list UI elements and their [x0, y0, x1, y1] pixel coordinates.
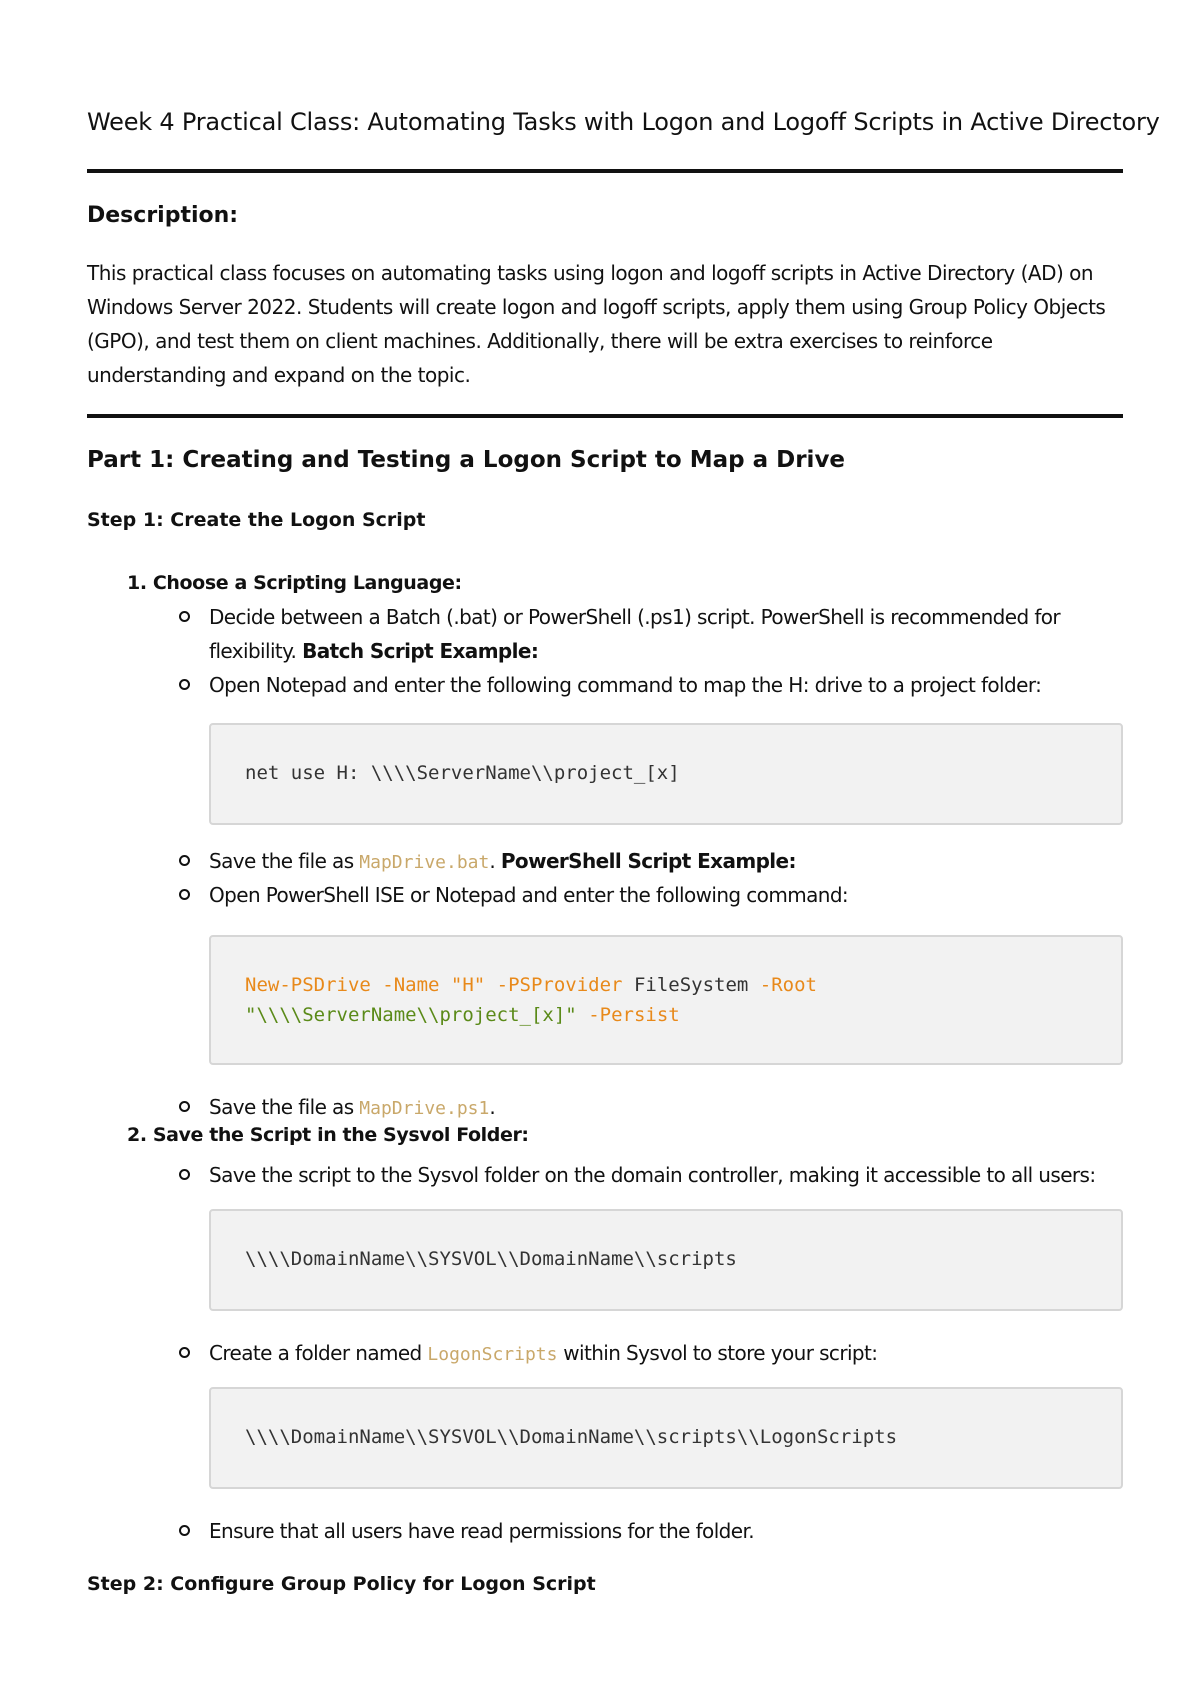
bullet-text: . — [489, 849, 496, 873]
list-item — [209, 878, 1123, 912]
code-block — [209, 723, 1123, 825]
bullet-text: Open Notepad and enter the following command to map the H: drive to a project folder: — [209, 673, 1042, 697]
bullet-icon — [179, 1169, 190, 1180]
code-text: \\\\DomainName\\SYSVOL\\DomainName\\scripts\\LogonScripts — [245, 1426, 898, 1448]
numbered-item-1: 1. Choose a Scripting Language: — [127, 572, 462, 594]
step-2-heading: Step 2: Configure Group Policy for Logon Script — [87, 1573, 596, 1595]
bullet-text: Open PowerShell ISE or Notepad and enter the following command: — [209, 883, 849, 907]
code-block — [209, 935, 1123, 1065]
inline-code: MapDrive.bat — [359, 852, 490, 873]
bullet-text: . — [489, 1095, 496, 1119]
code-block — [209, 1209, 1123, 1311]
bullet-text: Decide between a Batch (.bat) or PowerShell (.ps1) script. PowerShell is recommended for flexibility. — [209, 605, 1061, 663]
bullet-icon — [179, 679, 190, 690]
bullet-icon — [179, 611, 190, 622]
part-1-heading: Part 1: Creating and Testing a Logon Script to Map a Drive — [87, 447, 846, 473]
bullet-icon — [179, 1101, 190, 1112]
list-item — [209, 844, 1123, 880]
bullet-text: Save the file as — [209, 849, 354, 873]
inline-code: MapDrive.ps1 — [359, 1098, 490, 1119]
code-token: New-PSDrive -Name "H" -PSProvider — [245, 974, 623, 996]
bullet-icon — [179, 889, 190, 900]
list-item — [209, 1336, 1123, 1372]
code-text: net use H: \\\\ServerName\\project_[x] — [245, 762, 680, 784]
bullet-icon — [179, 1347, 190, 1358]
code-token: FileSystem — [633, 974, 749, 996]
code-block — [209, 1387, 1123, 1489]
bullet-bold-text: Batch Script Example: — [302, 639, 539, 663]
description-paragraph: This practical class focuses on automating tasks using logon and logoff scripts in Active Directory (AD) on Windows Server 2022. Students will create logon and logoff scripts, apply them using Group Policy Objects (GPO), and test them on client machines. Additionally, there will be extra exercises to reinforce understanding and expand on the topic. — [87, 261, 1106, 387]
horizontal-rule — [87, 414, 1123, 418]
bullet-icon — [179, 855, 190, 866]
step-1-heading: Step 1: Create the Logon Script — [87, 509, 426, 531]
code-token: -Persist — [588, 1004, 680, 1026]
list-item — [209, 1158, 1123, 1192]
list-item — [209, 1090, 1123, 1126]
bullet-bold-text: PowerShell Script Example: — [500, 849, 796, 873]
bullet-text: within Sysvol to store your script: — [563, 1341, 878, 1365]
bullet-text: Save the script to the Sysvol folder on the domain controller, making it accessible to all users: — [209, 1163, 1096, 1187]
horizontal-rule — [87, 169, 1123, 173]
bullet-text: Save the file as — [209, 1095, 354, 1119]
code-token: "\\\\ServerName\\project_[x]" — [245, 1004, 577, 1026]
document-title: Week 4 Practical Class: Automating Tasks with Logon and Logoff Scripts in Active Directory — [87, 108, 1160, 136]
description-heading: Description: — [87, 203, 239, 228]
bullet-icon — [179, 1525, 190, 1536]
bullet-text: Create a folder named — [209, 1341, 422, 1365]
inline-code: LogonScripts — [427, 1344, 558, 1365]
list-item — [209, 668, 1123, 702]
code-token: -Root — [759, 974, 817, 996]
list-item — [209, 600, 1123, 668]
code-text: \\\\DomainName\\SYSVOL\\DomainName\\scripts — [245, 1248, 737, 1270]
code-text — [245, 970, 817, 1030]
bullet-text: Ensure that all users have read permissions for the folder. — [209, 1519, 754, 1543]
numbered-item-2: 2. Save the Script in the Sysvol Folder: — [127, 1124, 529, 1146]
list-item — [209, 1514, 1123, 1548]
